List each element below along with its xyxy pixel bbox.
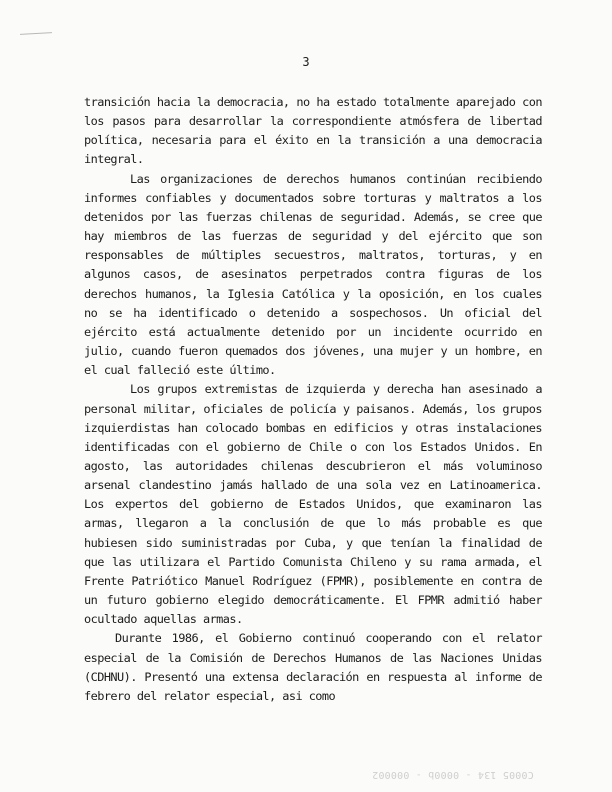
paragraph-2: Las organizaciones de derechos humanos continúan recibiendo informes confiables y documentados sobre torturas y maltratos a los detenidos por las fuerzas chilenas de seguridad. Además, se cree que hay miembros de las fuerzas de seguridad y del ejército que son responsables de múltiples secuestros, maltratos, torturas, y en algunos casos, de asesinatos perpetrados contra figuras de los derechos humanos, la Iglesia Católica y la oposición, en los cuales no se ha identificado o detenido a sospechosos. Un oficial del ejército está actualmente detenido por un incidente ocurrido en julio, cuando fueron quemados dos jóvenes, una mujer y un hombre, en el cual falleció este último. [84,171,542,378]
paragraph-3: Los grupos extremistas de izquierda y derecha han asesinado a personal militar, oficiales de policía y paisanos. Además, los grupos izquierdistas han colocado bombas en edificios y otras instalaciones identificadas con el gobierno de Chile o con los Estados Unidos. En agosto, las autoridades chilenas descubrieron el más voluminoso arsenal clandestino jamás hallado de una sola vez en Latinoamerica. Los expertos del gobierno de Estados Unidos, que examinaron las armas, llegaron a la conclusión de que lo más probable es que hubiesen sido suministradas por Cuba, y que tenían la finalidad de que las utilizara el Partido Comunista Chileno y su rama armada, el Frente Patriótico Manuel Rodríguez (FPMR), posiblemente en contra de un futuro gobierno elegido democráticamente. El FPMR admitió haber ocultado aquellas armas. [84,382,542,627]
body-text [84,93,542,706]
paragraph-1: transición hacia la democracia, no ha estado totalmente aparejado con los pasos para desarrollar la correspondiente atmósfera de libertad política, necesaria para el éxito en la transición a una democracia integral. [84,95,542,167]
page-number: 3 [302,55,310,69]
stray-pen-mark [20,32,52,35]
paragraph-4: Durante 1986, el Gobierno continuó cooperando con el relator especial de la Comisión de Derechos Humanos de las Naciones Unidas (CDHNU). Presentó una extensa declaración en respuesta al informe de febrero del relator especial, asi como [84,631,542,703]
bleed-through-stamp: C0005 134 - 0000b - 000002 [372,769,534,780]
